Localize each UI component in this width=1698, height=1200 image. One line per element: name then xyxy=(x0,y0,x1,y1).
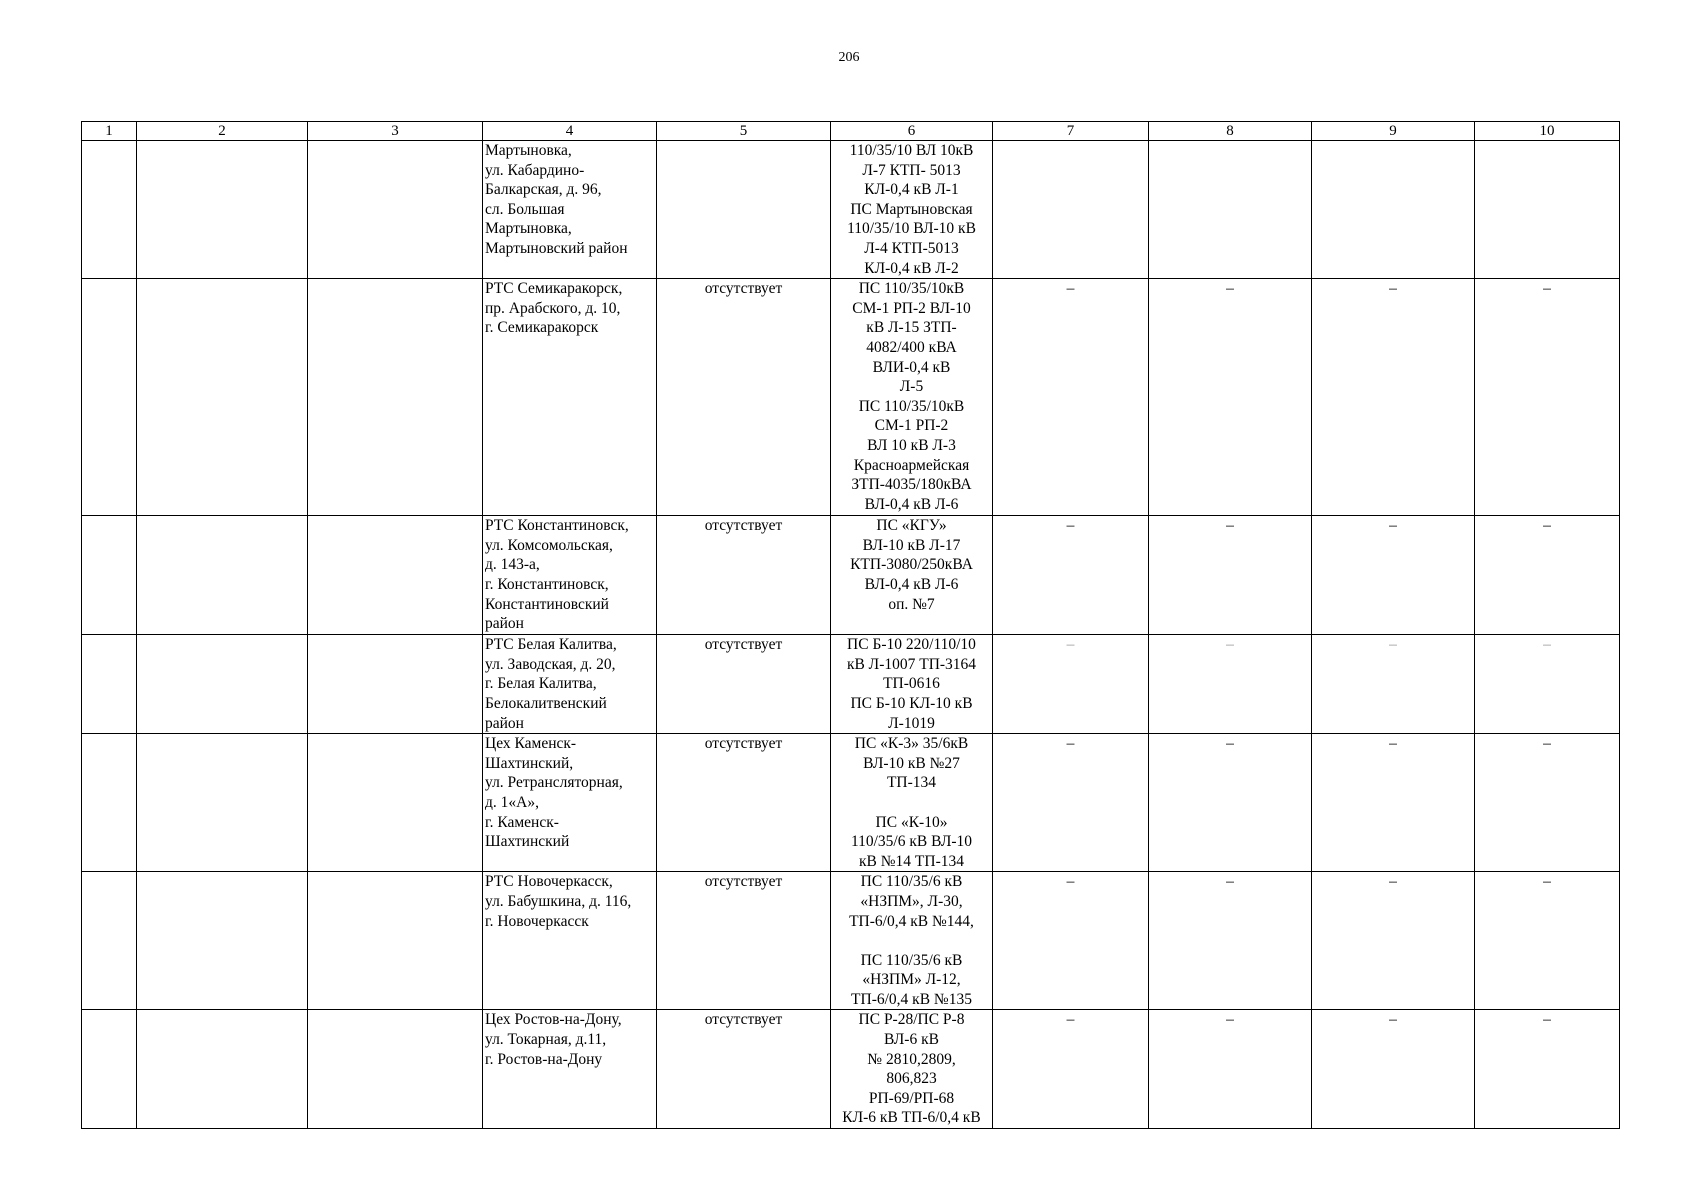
column-header: 7 xyxy=(993,122,1149,141)
address-line: ул. Токарная, д.11, xyxy=(485,1031,607,1049)
table-row xyxy=(82,516,1620,635)
dash-cell: – xyxy=(1475,872,1620,1010)
network-line: СМ-1 РП-2 ВЛ-10 xyxy=(852,299,971,317)
address-line: г. Каменск- xyxy=(485,813,559,831)
network-line: Л-7 КТП- 5013 xyxy=(862,161,961,179)
address-line: Мартыновка, xyxy=(485,142,572,159)
empty-cell xyxy=(137,734,308,872)
dash-cell: – xyxy=(1149,1010,1312,1129)
address-line: ул. Комсомольская, xyxy=(485,536,613,554)
network-line: КТП-3080/250кВА xyxy=(850,556,973,574)
dash-cell: – xyxy=(1475,516,1620,635)
status-cell: отсутствует xyxy=(657,279,831,516)
address-line: ул. Заводская, д. 20, xyxy=(485,655,616,673)
network-cell xyxy=(831,734,993,872)
network-line: 110/35/10 ВЛ 10кВ xyxy=(849,142,974,159)
column-header: 9 xyxy=(1312,122,1475,141)
column-header: 3 xyxy=(308,122,483,141)
empty-cell xyxy=(82,1010,137,1129)
column-header: 8 xyxy=(1149,122,1312,141)
network-line: ВЛ-10 кВ Л-17 xyxy=(862,536,961,554)
network-cell xyxy=(831,872,993,1010)
empty-cell xyxy=(137,1010,308,1129)
address-line: Шахтинский, xyxy=(485,754,574,772)
network-line: ТП-6/0,4 кВ №135 xyxy=(851,990,972,1008)
dash-cell: – xyxy=(1312,872,1475,1010)
address-line: ул. Кабардино- xyxy=(485,161,585,179)
status-cell: отсутствует xyxy=(657,516,831,635)
network-line: «НЗПМ» Л-12, xyxy=(862,971,961,989)
address-line: сл. Большая xyxy=(485,200,565,218)
dash-cell: – xyxy=(1149,279,1312,516)
address-line: Мартыновский район xyxy=(485,239,628,257)
network-line: 806,823 xyxy=(886,1070,937,1088)
address-line: г. Ростов-на-Дону xyxy=(485,1050,603,1068)
address-line: пр. Арабского, д. 10, xyxy=(485,299,621,317)
column-number-row xyxy=(82,122,1620,141)
empty-cell xyxy=(137,872,308,1010)
network-cell xyxy=(831,141,993,279)
network-cell xyxy=(831,1010,993,1129)
column-header: 4 xyxy=(483,122,657,141)
empty-cell xyxy=(308,872,483,1010)
address-line: Балкарская, д. 96, xyxy=(485,181,602,199)
network-line: ПС 110/35/6 кВ xyxy=(860,951,963,969)
dash-cell: – xyxy=(993,1010,1149,1129)
empty-cell xyxy=(137,516,308,635)
empty-cell xyxy=(82,141,137,279)
network-line: 110/35/10 ВЛ-10 кВ xyxy=(847,220,976,238)
network-line: ТП-6/0,4 кВ №144, xyxy=(849,912,974,930)
address-line: Белокалитвенский xyxy=(485,694,607,712)
address-line: Цех Ростов-на-Дону, xyxy=(485,1011,622,1029)
network-line: кВ Л-1007 ТП-3164 xyxy=(846,655,977,673)
dash-cell: – xyxy=(1149,872,1312,1010)
table-row xyxy=(82,635,1620,734)
column-header: 2 xyxy=(137,122,308,141)
table-row xyxy=(82,1010,1620,1129)
dash-cell: – xyxy=(1475,1010,1620,1129)
empty-cell xyxy=(137,141,308,279)
table-row xyxy=(82,141,1620,279)
dash-cell: – xyxy=(1149,734,1312,872)
dash-cell: – xyxy=(1312,1010,1475,1129)
network-cell xyxy=(831,516,993,635)
network-line: ПС «КГУ» xyxy=(876,517,947,535)
dash-cell: – xyxy=(1475,635,1620,734)
empty-cell xyxy=(308,734,483,872)
network-line: кВ Л-15 ЗТП- xyxy=(866,319,957,337)
network-line: кВ №14 ТП-134 xyxy=(859,852,964,870)
dash-cell: – xyxy=(1149,516,1312,635)
network-line: ПС «К-10» xyxy=(875,813,948,831)
dash-cell: – xyxy=(1312,516,1475,635)
dash-cell: – xyxy=(1312,635,1475,734)
network-line: оп. №7 xyxy=(888,595,935,613)
address-line: РТС Новочеркасск, xyxy=(485,873,613,891)
empty-cell xyxy=(82,734,137,872)
network-cell xyxy=(831,635,993,734)
address-cell xyxy=(483,1010,657,1129)
page-number: 206 xyxy=(838,50,860,65)
empty-cell xyxy=(308,516,483,635)
network-line: ПС Мартыновская xyxy=(850,200,973,218)
address-line: г. Белая Калитва, xyxy=(485,675,597,693)
network-line: ВЛ-0,4 кВ Л-6 xyxy=(864,575,959,593)
network-line: СМ-1 РП-2 xyxy=(874,417,949,435)
table-row xyxy=(82,279,1620,516)
status-cell: отсутствует xyxy=(657,734,831,872)
empty-cell xyxy=(308,635,483,734)
empty-cell xyxy=(308,279,483,516)
empty-cell xyxy=(82,279,137,516)
network-cell xyxy=(831,279,993,516)
status-cell xyxy=(657,141,831,279)
address-cell xyxy=(483,279,657,516)
dash-cell: – xyxy=(993,872,1149,1010)
address-line: ул. Ретрансляторная, xyxy=(485,774,623,792)
address-line: д. 143-а, xyxy=(485,556,540,574)
network-line: ТП-134 xyxy=(886,774,937,792)
dash-cell xyxy=(1149,141,1312,279)
address-cell xyxy=(483,141,657,279)
network-line: ПС «К-3» 35/6кВ xyxy=(854,735,969,753)
address-cell xyxy=(483,516,657,635)
dash-cell: – xyxy=(993,734,1149,872)
column-header: 1 xyxy=(82,122,137,141)
status-cell: отсутствует xyxy=(657,872,831,1010)
network-gap xyxy=(833,931,990,951)
address-line: РТС Константиновск, xyxy=(485,517,629,535)
empty-cell xyxy=(137,279,308,516)
network-line: КЛ-0,4 кВ Л-1 xyxy=(864,181,959,199)
dash-cell: – xyxy=(1312,734,1475,872)
address-line: РТС Белая Калитва, xyxy=(485,636,617,654)
table-body xyxy=(82,141,1620,1129)
network-line: Л-1019 xyxy=(888,714,935,732)
address-line: г. Константиновск, xyxy=(485,575,609,593)
address-line: Цех Каменск- xyxy=(485,735,577,753)
network-line: № 2810,2809, xyxy=(867,1050,956,1068)
address-line: г. Новочеркасск xyxy=(485,912,589,930)
empty-cell xyxy=(137,635,308,734)
network-line: ВЛИ-0,4 кВ xyxy=(872,358,951,376)
network-line: Л-4 КТП-5013 xyxy=(864,239,959,257)
address-line: д. 1«А», xyxy=(485,793,539,811)
address-line: Мартыновка, xyxy=(485,220,572,238)
network-line: ТП-0616 xyxy=(883,675,940,693)
address-line: г. Семикаракорск xyxy=(485,319,599,337)
empty-cell xyxy=(82,635,137,734)
network-line: ВЛ-0,4 кВ Л-6 xyxy=(864,495,959,513)
network-line: ПС Б-10 КЛ-10 кВ xyxy=(850,694,973,712)
network-gap xyxy=(833,793,990,813)
dash-cell: – xyxy=(1475,279,1620,516)
network-line: ЗТП-4035/180кВА xyxy=(851,476,972,494)
network-line: ПС 110/35/10кВ xyxy=(858,280,965,298)
dash-cell: – xyxy=(993,279,1149,516)
address-cell xyxy=(483,635,657,734)
dash-cell: – xyxy=(1475,734,1620,872)
address-cell xyxy=(483,872,657,1010)
network-line: 110/35/6 кВ ВЛ-10 xyxy=(850,833,973,851)
empty-cell xyxy=(82,872,137,1010)
table-row xyxy=(82,872,1620,1010)
status-cell: отсутствует xyxy=(657,1010,831,1129)
network-line: КЛ-0,4 кВ Л-2 xyxy=(864,259,959,277)
network-line: ВЛ-6 кВ xyxy=(884,1031,939,1049)
empty-cell xyxy=(308,141,483,279)
column-header: 5 xyxy=(657,122,831,141)
address-line: район xyxy=(485,615,524,633)
dash-cell xyxy=(993,141,1149,279)
data-table xyxy=(81,121,1620,1129)
network-line: ВЛ-10 кВ №27 xyxy=(863,754,960,772)
network-line: ПС Б-10 220/110/10 xyxy=(847,636,976,654)
network-line: Л-5 xyxy=(899,378,924,396)
dash-cell: – xyxy=(1149,635,1312,734)
network-line: КЛ-6 кВ ТП-6/0,4 кВ xyxy=(842,1109,981,1127)
network-line: ПС Р-28/ПС Р-8 xyxy=(858,1011,965,1029)
address-line: ул. Бабушкина, д. 116, xyxy=(485,892,632,910)
dash-cell: – xyxy=(993,516,1149,635)
network-line: «НЗПМ», Л-30, xyxy=(860,892,963,910)
address-line: РТС Семикаракорск, xyxy=(485,280,623,298)
dash-cell: – xyxy=(993,635,1149,734)
address-line: Константиновский xyxy=(485,595,609,613)
network-line: РП-69/РП-68 xyxy=(868,1089,955,1107)
empty-cell xyxy=(82,516,137,635)
table-row xyxy=(82,734,1620,872)
empty-cell xyxy=(308,1010,483,1129)
network-line: ПС 110/35/10кВ xyxy=(858,397,965,415)
column-header: 10 xyxy=(1475,122,1620,141)
network-line: Красноармейская xyxy=(853,456,970,474)
network-line: ПС 110/35/6 кВ xyxy=(860,873,963,891)
network-line: 4082/400 кВА xyxy=(866,338,957,356)
dash-cell xyxy=(1312,141,1475,279)
address-line: район xyxy=(485,714,524,732)
dash-cell xyxy=(1475,141,1620,279)
network-line: ВЛ 10 кВ Л-3 xyxy=(867,436,956,454)
address-line: Шахтинский xyxy=(485,833,570,851)
address-cell xyxy=(483,734,657,872)
dash-cell: – xyxy=(1312,279,1475,516)
status-cell: отсутствует xyxy=(657,635,831,734)
column-header: 6 xyxy=(831,122,993,141)
